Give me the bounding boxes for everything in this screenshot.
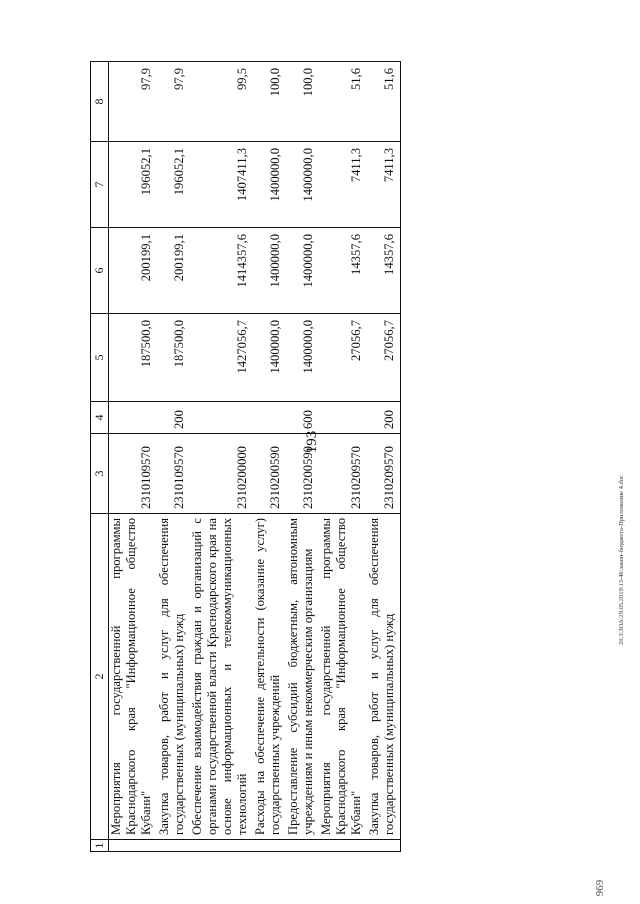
cell-v6: 200199,1 — [109, 228, 158, 314]
cell-v8: 51,6 — [319, 62, 367, 142]
cell-name: Мероприятия государственной программы Краснодарского края "Информационное общество Кубани" — [319, 514, 367, 840]
page-number: 193 — [304, 430, 320, 454]
cell-name: Закупка товаров, работ и услуг для обеспечения государственных (муниципальных) нужд — [157, 514, 190, 840]
footer-stamp: 20.3\ЗОА\29.05.2019\13-46\закон-бюджета-Приложение 4.doc — [618, 475, 625, 645]
cell-v8: 97,9 — [157, 62, 190, 142]
cell-vr: 200 — [367, 402, 401, 434]
header-cell: 5 — [91, 314, 109, 402]
cell-v8: 97,9 — [109, 62, 158, 142]
cell-v8: 99,5 — [190, 62, 253, 142]
table-header-row — [91, 62, 109, 852]
table-row — [157, 62, 190, 852]
cell-v5: 27056,7 — [367, 314, 401, 402]
cell-v7: 7411,3 — [367, 142, 401, 228]
cell-vr: 200 — [157, 402, 190, 434]
cell-code: 2310109570 — [109, 434, 158, 514]
cell-v6: 1400000,0 — [286, 228, 319, 314]
header-cell: 1 — [91, 840, 109, 852]
cell-v5: 187500,0 — [109, 314, 158, 402]
cell-v5: 1400000,0 — [286, 314, 319, 402]
cell-v5: 1427056,7 — [190, 314, 253, 402]
cell-vr: 600 — [286, 402, 319, 434]
cell-v7: 1400000,0 — [253, 142, 286, 228]
cell-code: 2310209570 — [319, 434, 367, 514]
cell-v8: 100,0 — [286, 62, 319, 142]
header-cell: 2 — [91, 514, 109, 840]
cell-v7: 196052,1 — [109, 142, 158, 228]
cell-v8: 51,6 — [367, 62, 401, 142]
table-row — [190, 62, 253, 852]
cell-v7: 196052,1 — [157, 142, 190, 228]
cell-v7: 1400000,0 — [286, 142, 319, 228]
cell-blank — [286, 840, 319, 852]
cell-v7: 7411,3 — [319, 142, 367, 228]
table-row — [367, 62, 401, 852]
cell-name: Расходы на обеспечение деятельности (оказание услуг) государственных учреждений — [253, 514, 286, 840]
cell-v5: 1400000,0 — [253, 314, 286, 402]
cell-code: 2310209570 — [367, 434, 401, 514]
cell-blank — [190, 840, 253, 852]
corner-mark: 969 — [594, 879, 606, 897]
cell-v5: 27056,7 — [319, 314, 367, 402]
table-row — [286, 62, 319, 852]
cell-blank — [367, 840, 401, 852]
cell-v6: 14357,6 — [367, 228, 401, 314]
rotated-table-wrapper — [90, 62, 610, 852]
cell-vr — [109, 402, 158, 434]
table-row — [109, 62, 158, 852]
cell-code: 2310200590 — [286, 434, 319, 514]
header-cell: 7 — [91, 142, 109, 228]
cell-v6: 1414357,6 — [190, 228, 253, 314]
cell-v5: 187500,0 — [157, 314, 190, 402]
cell-code: 2310200000 — [190, 434, 253, 514]
cell-vr — [319, 402, 367, 434]
header-cell: 8 — [91, 62, 109, 142]
table-row — [253, 62, 286, 852]
cell-v6: 14357,6 — [319, 228, 367, 314]
cell-vr — [190, 402, 253, 434]
cell-blank — [319, 840, 367, 852]
cell-blank — [157, 840, 190, 852]
cell-v8: 100,0 — [253, 62, 286, 142]
header-cell: 6 — [91, 228, 109, 314]
cell-name: Мероприятия государственной программы Краснодарского края "Информационное общество Кубани" — [109, 514, 158, 840]
header-cell: 4 — [91, 402, 109, 434]
cell-v6: 200199,1 — [157, 228, 190, 314]
cell-name: Предоставление субсидий бюджетным, автономным учреждениям и иным некоммерческим организациям — [286, 514, 319, 840]
cell-name: Закупка товаров, работ и услуг для обеспечения государственных (муниципальных) нужд — [367, 514, 401, 840]
cell-vr — [253, 402, 286, 434]
cell-code: 2310109570 — [157, 434, 190, 514]
cell-name: Обеспечение взаимодействия граждан и организаций с органами государственной власти Краснодарского края на основе информационных и телекоммуникационных технологий — [190, 514, 253, 840]
budget-table — [90, 61, 401, 852]
cell-v6: 1400000,0 — [253, 228, 286, 314]
header-cell: 3 — [91, 434, 109, 514]
cell-code: 2310200590 — [253, 434, 286, 514]
table-row — [319, 62, 367, 852]
cell-blank — [109, 840, 158, 852]
cell-v7: 1407411,3 — [190, 142, 253, 228]
cell-blank — [253, 840, 286, 852]
